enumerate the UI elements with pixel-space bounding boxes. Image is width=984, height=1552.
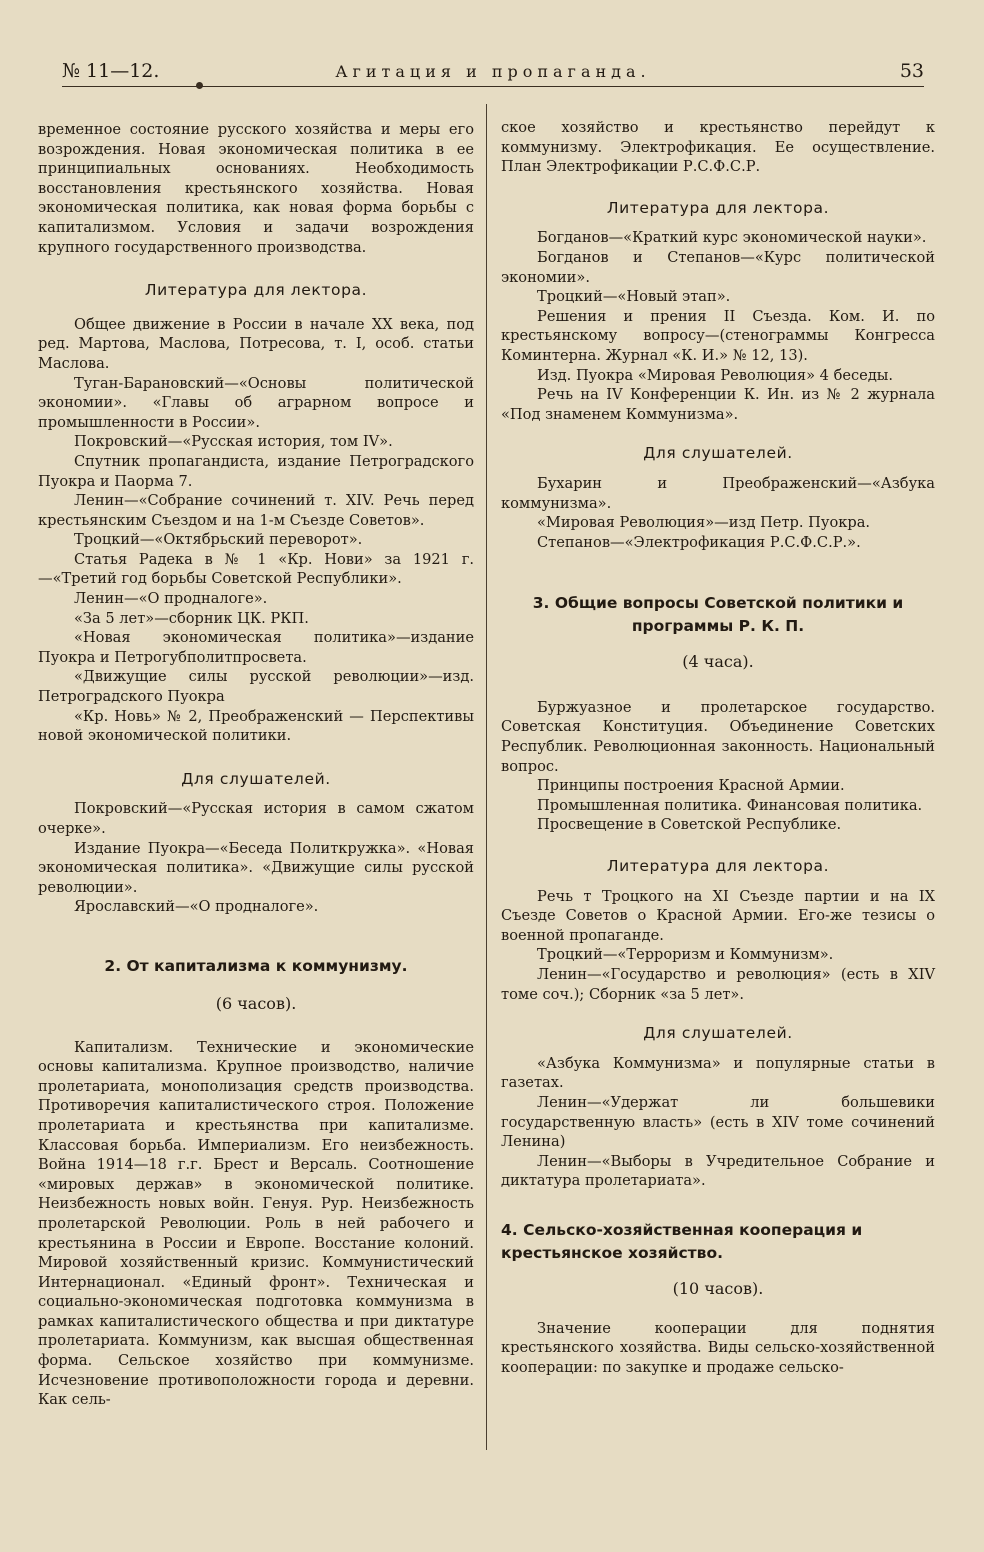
header-rule-dot: [196, 82, 203, 89]
issue-number: № 11—12.: [62, 60, 160, 82]
listener-item: «Азбука Коммунизма» и популярные статьи в газетах.: [501, 1054, 935, 1092]
lecturer-literature-heading: Литература для лектора.: [606, 198, 830, 217]
lecturer-literature-list: [501, 228, 935, 424]
literature-item: Туган-Барановский—«Основы политической экономии». «Главы об аграрном вопросе и промышленности в России».: [38, 374, 474, 431]
literature-item: «За 5 лет»—сборник ЦК. РКП.: [74, 609, 309, 627]
section-4-title: 4. Сельско-хозяйственная кооперация и крестьянское хозяйство.: [501, 1220, 863, 1262]
literature-item: «Новая экономическая политика»—издание Пуокра и Петрогубполитпросвета.: [38, 629, 474, 666]
literature-item: Речь т Троцкого на XI Съезде партии и на IX Съезде Советов о Красной Армии. Его-же тезисы о военной пропаганде.: [501, 887, 935, 944]
literature-item: Троцкий—«Терроризм и Коммунизм».: [537, 946, 834, 964]
listeners-list: [501, 474, 935, 552]
topic-item: Принципы построения Красной Армии.: [537, 777, 845, 795]
literature-item: Общее движение в России в начале XX века, под ред. Мартова, Маслова, Потресова, т. I, особ. статьи Маслова.: [38, 315, 474, 372]
literature-item: Речь на IV Конференции К. Ин. из № 2 журнала «Под знаменем Коммунизма».: [501, 386, 935, 423]
section-3-hours: (4 часа).: [682, 652, 754, 672]
right-intro-text: ское хозяйство и крестьянство перейдут к коммунизму. Электрофикация. Ее осуществление. План Электрофикации Р.С.Ф.С.Р.: [501, 119, 935, 176]
listener-item: «Мировая Революция»—изд Петр. Пуокра.: [537, 514, 871, 532]
section-2-hours: (6 часов).: [215, 993, 297, 1013]
column-divider: [486, 104, 487, 1450]
listener-item: Ленин—«Выборы в Учредительное Собрание и диктатура пролетариата».: [501, 1152, 935, 1190]
header-rule: [62, 86, 924, 87]
section-2-title: 2. От капитализма к коммунизму.: [104, 956, 408, 975]
listener-item: Ленин—«Удержат ли большевики государственную власть» (есть в XIV томе сочинений Ленина): [501, 1093, 935, 1151]
section-3-title: 3. Общие вопросы Советской политики и программы Р. К. П.: [532, 594, 904, 636]
literature-item: Ленин—«Государство и революция» (есть в XIV томе соч.); Сборник «за 5 лет».: [501, 966, 935, 1003]
listeners-list: [38, 799, 474, 917]
section-4-hours: (10 часов).: [672, 1278, 764, 1298]
literature-item: Ленин—«О продналоге».: [74, 590, 268, 608]
topic-item: Просвещение в Советской Республике.: [537, 816, 842, 834]
section-2-text: Капитализм. Технические и экономические основы капитализма. Крупное производство, наличие пролетариата, монополизация средств производства. Противоречия капиталистического строя. Положение пролетариата и крестьянства при капитализме. Классовая борьба. Империализм. Его неизбежность. Война 1914—18 г.г. Брест и Версаль. Соотношение «мировых держав» в экономической политике. Неизбежность новых войн. Генуя. Рур. Неизбежность пролетарской Революции. Роль в ней рабочего и крестьянина в России и Европе. Восстание колоний. Мировой хозяйственный кризис. Коммунистический Интернационал. «Единый фронт». Техническая и социально-экономическая подготовка коммунизма в рамках капиталистического общества и при диктатуре пролетариата. Коммунизм, как высшая общественная форма. Сельское хозяйство при коммунизме. Исчезновение противоположности города и деревни. Как сель-: [38, 1038, 474, 1409]
literature-item: Богданов—«Краткий курс экономической науки».: [537, 229, 927, 247]
literature-item: «Движущие силы русской революции»—изд. Петроградского Пуокра: [38, 668, 474, 706]
listener-item: Издание Пуокра—«Беседа Политкружка». «Новая экономическая политика». «Движущие силы русской революции».: [38, 839, 474, 896]
page-number: 53: [899, 60, 924, 82]
lecturer-literature-heading: Литература для лектора.: [606, 857, 830, 876]
topic-item: Буржуазное и пролетарское государство. Советская Конституция. Объединение Советских Республик. Революционная законность. Национальный вопрос.: [501, 698, 935, 775]
right-column: [501, 118, 935, 1377]
literature-item: «Кр. Новь» № 2, Преображенский — Перспективы новой экономической политики.: [38, 707, 474, 745]
literature-item: Троцкий—«Новый этап».: [537, 288, 731, 306]
literature-item: Решения и прения II Съезда. Ком. И. по крестьянскому вопросу—(стенограммы Конгресса Коминтерна. Журнал «К. И.» № 12, 13).: [501, 307, 935, 364]
listener-item: Бухарин и Преображенский—«Азбука коммунизма».: [501, 474, 935, 512]
section-4-text: Значение кооперации для поднятия крестьянского хозяйства. Виды сельско-хозяйственной кооперации: по закупке и продаже сельско-: [501, 1319, 935, 1376]
literature-item: Богданов и Степанов—«Курс политической экономии».: [501, 248, 935, 286]
topic-item: Промышленная политика. Финансовая политика.: [537, 796, 923, 814]
listeners-list: [501, 1054, 935, 1191]
running-header: [62, 60, 924, 88]
literature-item: Ленин—«Собрание сочинений т. XIV. Речь перед крестьянским Съездом и на 1-м Съезде Советов».: [38, 492, 474, 529]
lecturer-literature-list: [501, 887, 935, 1005]
lecturer-literature-heading: Литература для лектора.: [144, 281, 368, 300]
literature-item: Покровский—«Русская история, том IV».: [74, 433, 393, 451]
left-intro-text: временное состояние русского хозяйства и меры его возрождения. Новая экономическая политика в ее принципиальных основаниях. Необходимость восстановления крестьянского хозяйства. Новая экономическая политика, как новая форма борьбы с капитализмом. Условия и задачи возрождения крупного государственного производства.: [38, 121, 474, 256]
listeners-heading: Для слушателей.: [643, 444, 793, 463]
journal-title: Агитация и пропаганда.: [335, 62, 651, 81]
listeners-heading: Для слушателей.: [643, 1024, 793, 1043]
literature-item: Спутник пропагандиста, издание Петроградского Пуокра и Паорма 7.: [38, 452, 474, 490]
lecturer-literature-list: [38, 315, 474, 746]
listeners-heading: Для слушателей.: [181, 769, 331, 788]
literature-item: Статья Радека в № 1 «Кр. Нови» за 1921 г.—«Третий год борьбы Советской Республики».: [38, 550, 474, 588]
listener-item: Степанов—«Электрофикация Р.С.Ф.С.Р.».: [537, 533, 861, 551]
literature-item: Троцкий—«Октябрьский переворот».: [74, 531, 363, 549]
literature-item: Изд. Пуокра «Мировая Революция» 4 беседы.: [537, 366, 894, 384]
section-3-topics: [501, 698, 935, 835]
listener-item: Ярославский—«О продналоге».: [74, 898, 319, 916]
listener-item: Покровский—«Русская история в самом сжатом очерке».: [38, 800, 474, 837]
left-column: [38, 120, 474, 1410]
